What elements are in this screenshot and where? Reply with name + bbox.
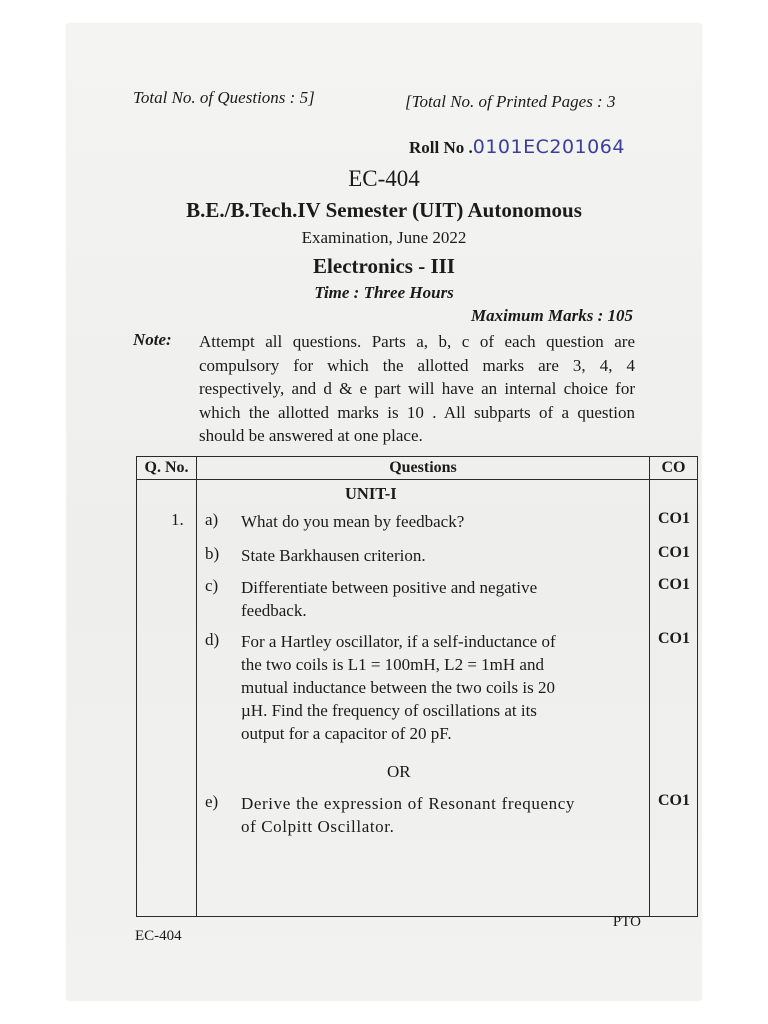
co-part-a: CO1 (658, 510, 690, 527)
part-e-label: e) (205, 792, 219, 811)
or-separator: OR (387, 762, 411, 781)
part-b-text: State Barkhausen criterion. (241, 546, 426, 565)
header-co: CO (650, 457, 698, 480)
degree-title: B.E./B.Tech.IV Semester (UIT) Autonomous (186, 198, 582, 222)
part-c-text: Differentiate between positive and negative feedback. (241, 578, 538, 620)
note-label: Note: (133, 330, 172, 349)
table-body-row (137, 480, 698, 917)
co-part-e: CO1 (658, 792, 690, 809)
part-d-label: d) (205, 630, 220, 649)
questions-cell (197, 480, 650, 917)
roll-number (409, 136, 625, 158)
total-pages: [Total No. of Printed Pages : 3 (405, 92, 616, 111)
co-cell (650, 480, 698, 917)
roll-label: Roll No . (409, 138, 473, 157)
co-part-b: CO1 (658, 544, 690, 561)
roll-value-handwritten: 0101EC201064 (472, 136, 625, 158)
maximum-marks: Maximum Marks : 105 (471, 306, 633, 325)
subject-title: Electronics - III (313, 254, 455, 278)
part-c-label: c) (205, 576, 219, 595)
part-e-text: Derive the expression of Resonant frequency of Colpitt Oscillator. (241, 794, 575, 836)
footer-pto: PTO (612, 914, 641, 930)
footer-paper-code: EC-404 (135, 928, 182, 944)
part-b-label: b) (205, 544, 220, 563)
table-header-row (137, 457, 698, 480)
note-text: Attempt all questions. Parts a, b, c of each question are compulsory for which the allotted marks are 3, 4, 4 respectively, and d & e part will have an internal choice for which the allotted marks is 10 . All subparts of a question should be answered at one place. (199, 332, 635, 445)
unit-heading: UNIT-I (345, 484, 397, 503)
time-allowed: Time : Three Hours (314, 283, 454, 302)
part-a-text: What do you mean by feedback? (241, 512, 465, 531)
exam-paper (67, 24, 701, 1000)
questions-table (136, 456, 698, 917)
total-questions: Total No. of Questions : 5] (133, 88, 315, 107)
qno-cell (137, 480, 197, 917)
co-part-d: CO1 (658, 630, 690, 647)
paper-code: EC-404 (348, 166, 420, 191)
exam-session: Examination, June 2022 (301, 228, 467, 247)
header-questions: Questions (197, 457, 650, 480)
co-part-c: CO1 (658, 576, 690, 593)
header-qno: Q. No. (137, 457, 197, 480)
question-number: 1. (171, 510, 184, 529)
part-a-label: a) (205, 510, 219, 529)
part-d-text: For a Hartley oscillator, if a self-inductance of the two coils is L1 = 100mH, L2 = 1mH and mutual inductance between the two coils is 20 µH. Find the frequency of oscillations at its output for a capacitor of 20 pF. (241, 632, 556, 743)
